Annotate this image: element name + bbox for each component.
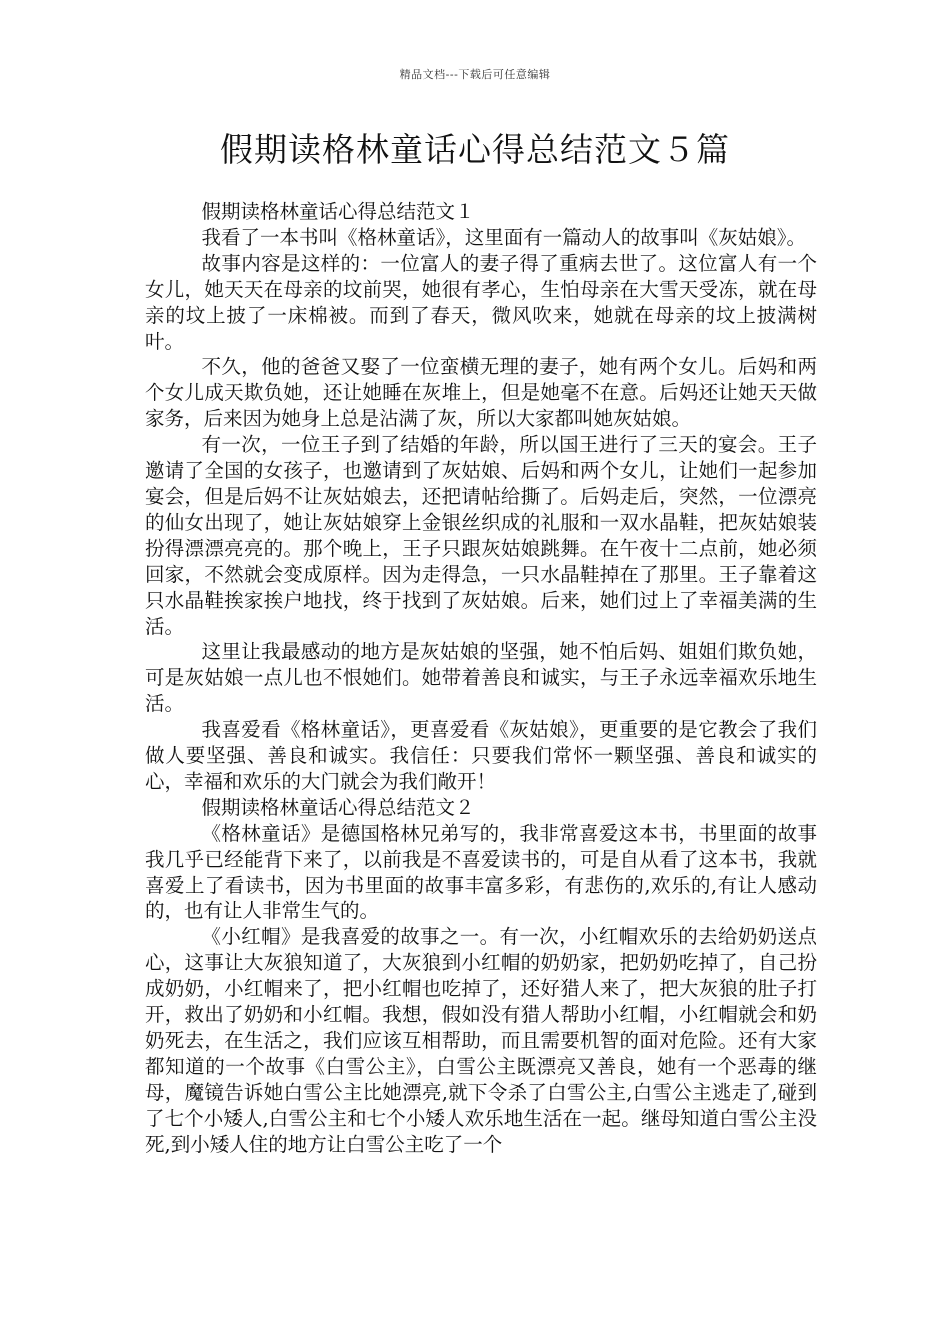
section-heading-2: 假期读格林童话心得总结范文２ [201, 795, 475, 819]
paragraph: 故事内容是这样的：一位富人的妻子得了重病去世了。这位富人有一个女儿，她天天在母亲的坟前哭，她很有孝心，生怕母亲在大雪天受冻，就在母亲的坟上披了一床棉被。而到了春天，微风吹来，她就在母亲的坟上披满树叶。 [145, 251, 817, 353]
section-heading-1: 假期读格林童话心得总结范文１ [201, 200, 475, 223]
paragraph: 不久，他的爸爸又娶了一位蛮横无理的妻子，她有两个女儿。后妈和两个女儿成天欺负她，还让她睡在灰堆上，但是她毫不在意。后妈还让她天天做家务，后来因为她身上总是沾满了灰，所以大家都叫她灰姑娘。 [145, 355, 817, 431]
paragraph: 《小红帽》是我喜爱的故事之一。有一次，小红帽欢乐的去给奶奶送点心，这事让大灰狼知道了，大灰狼到小红帽的奶奶家，把奶奶吃掉了，自己扮成奶奶，小红帽来了，把小红帽也吃掉了，还好猎人来了，把大灰狼的肚子打开，救出了奶奶和小红帽。我想，假如没有猎人帮助小红帽，小红帽就会和奶奶死去，在生活之，我们应该互相帮助，而且需要机智的面对危险。还有大家都知道的一个故事《白雪公主》，白雪公主既漂亮又善良，她有一个恶毒的继母，魔镜告诉她白雪公主比她漂亮,就下令杀了白雪公主,白雪公主逃走了,碰到了七个小矮人,白雪公主和七个小矮人欢乐地生活在一起。继母知道白雪公主没死,到小矮人住的地方让白雪公主吃了一个 [145, 925, 817, 1156]
paragraph: 《格林童话》是德国格林兄弟写的，我非常喜爱这本书，书里面的故事我几乎已经能背下来了，以前我是不喜爱读书的，可是自从看了这本书，我就喜爱上了看读书，因为书里面的故事丰富多彩，有悲伤的,欢乐的,有让人感动的，也有让人非常生气的。 [145, 821, 817, 923]
document-body [145, 199, 817, 1158]
paragraph: 我喜爱看《格林童话》，更喜爱看《灰姑娘》，更重要的是它教会了我们做人要坚强、善良和诚实。我信任：只要我们常怀一颗坚强、善良和诚实的心，幸福和欢乐的大门就会为我们敞开！ [145, 718, 817, 793]
paragraph: 我看了一本书叫《格林童话》，这里面有一篇动人的故事叫《灰姑娘》。 [201, 225, 807, 249]
document-title: 假期读格林童话心得总结范文５篇 [220, 130, 730, 169]
paragraph: 有一次，一位王子到了结婚的年龄，所以国王进行了三天的宴会。王子邀请了全国的女孩子，也邀请到了灰姑娘、后妈和两个女儿，让她们一起参加宴会，但是后妈不让灰姑娘去，还把请帖给撕了。后妈走后，突然，一位漂亮的仙女出现了，她让灰姑娘穿上金银丝织成的礼服和一双水晶鞋，把灰姑娘装扮得漂漂亮亮的。那个晚上，王子只跟灰姑娘跳舞。在午夜十二点前，她必须回家，不然就会变成原样。因为走得急，一只水晶鞋掉在了那里。王子靠着这只水晶鞋挨家挨户地找，终于找到了灰姑娘。后来，她们过上了幸福美满的生活。 [145, 433, 817, 638]
header-note: 精品文档---下载后可任意编辑 [399, 68, 551, 81]
paragraph: 这里让我最感动的地方是灰姑娘的坚强，她不怕后妈、姐姐们欺负她，可是灰姑娘一点儿也不恨她们。她带着善良和诚实，与王子永远幸福欢乐地生活。 [145, 640, 817, 716]
